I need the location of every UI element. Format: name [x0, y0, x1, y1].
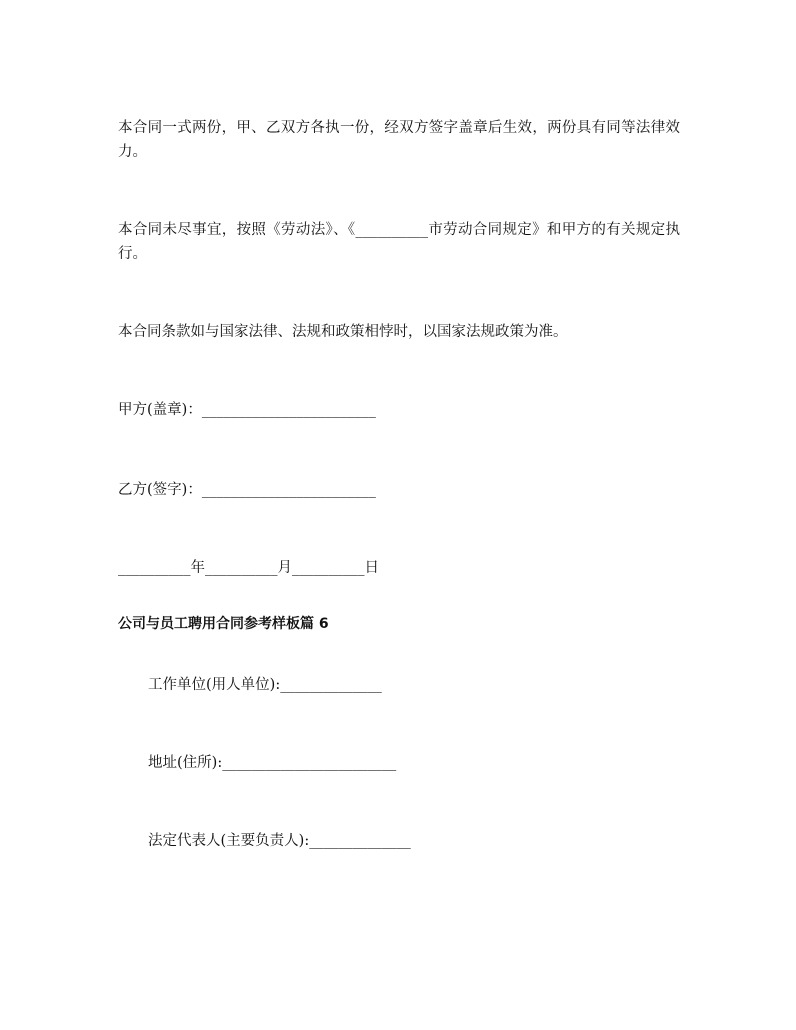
field-legal-representative: 法定代表人(主要负责人):______________ [148, 833, 411, 849]
section-heading: 公司与员工聘用合同参考样板篇 6 [118, 616, 329, 632]
date-line: __________年__________月__________日 [118, 560, 379, 576]
field-work-unit: 工作单位(用人单位):______________ [148, 677, 382, 693]
paragraph-copies-validity: 本合同一式两份，甲、乙双方各执一份，经双方签字盖章后生效，两份具有同等法律效力。 [118, 120, 680, 160]
party-b-signature-line: 乙方(签字)：________________________ [118, 482, 376, 498]
paragraph-legal-precedence: 本合同条款如与国家法律、法规和政策相悖时，以国家法规政策为准。 [118, 324, 568, 340]
party-a-seal-line: 甲方(盖章)：________________________ [118, 402, 376, 418]
paragraph-unresolved-matters: 本合同未尽事宜，按照《劳动法》、《__________市劳动合同规定》和甲方的有关规定执行。 [118, 222, 680, 262]
field-address: 地址(住所):________________________ [148, 755, 397, 771]
